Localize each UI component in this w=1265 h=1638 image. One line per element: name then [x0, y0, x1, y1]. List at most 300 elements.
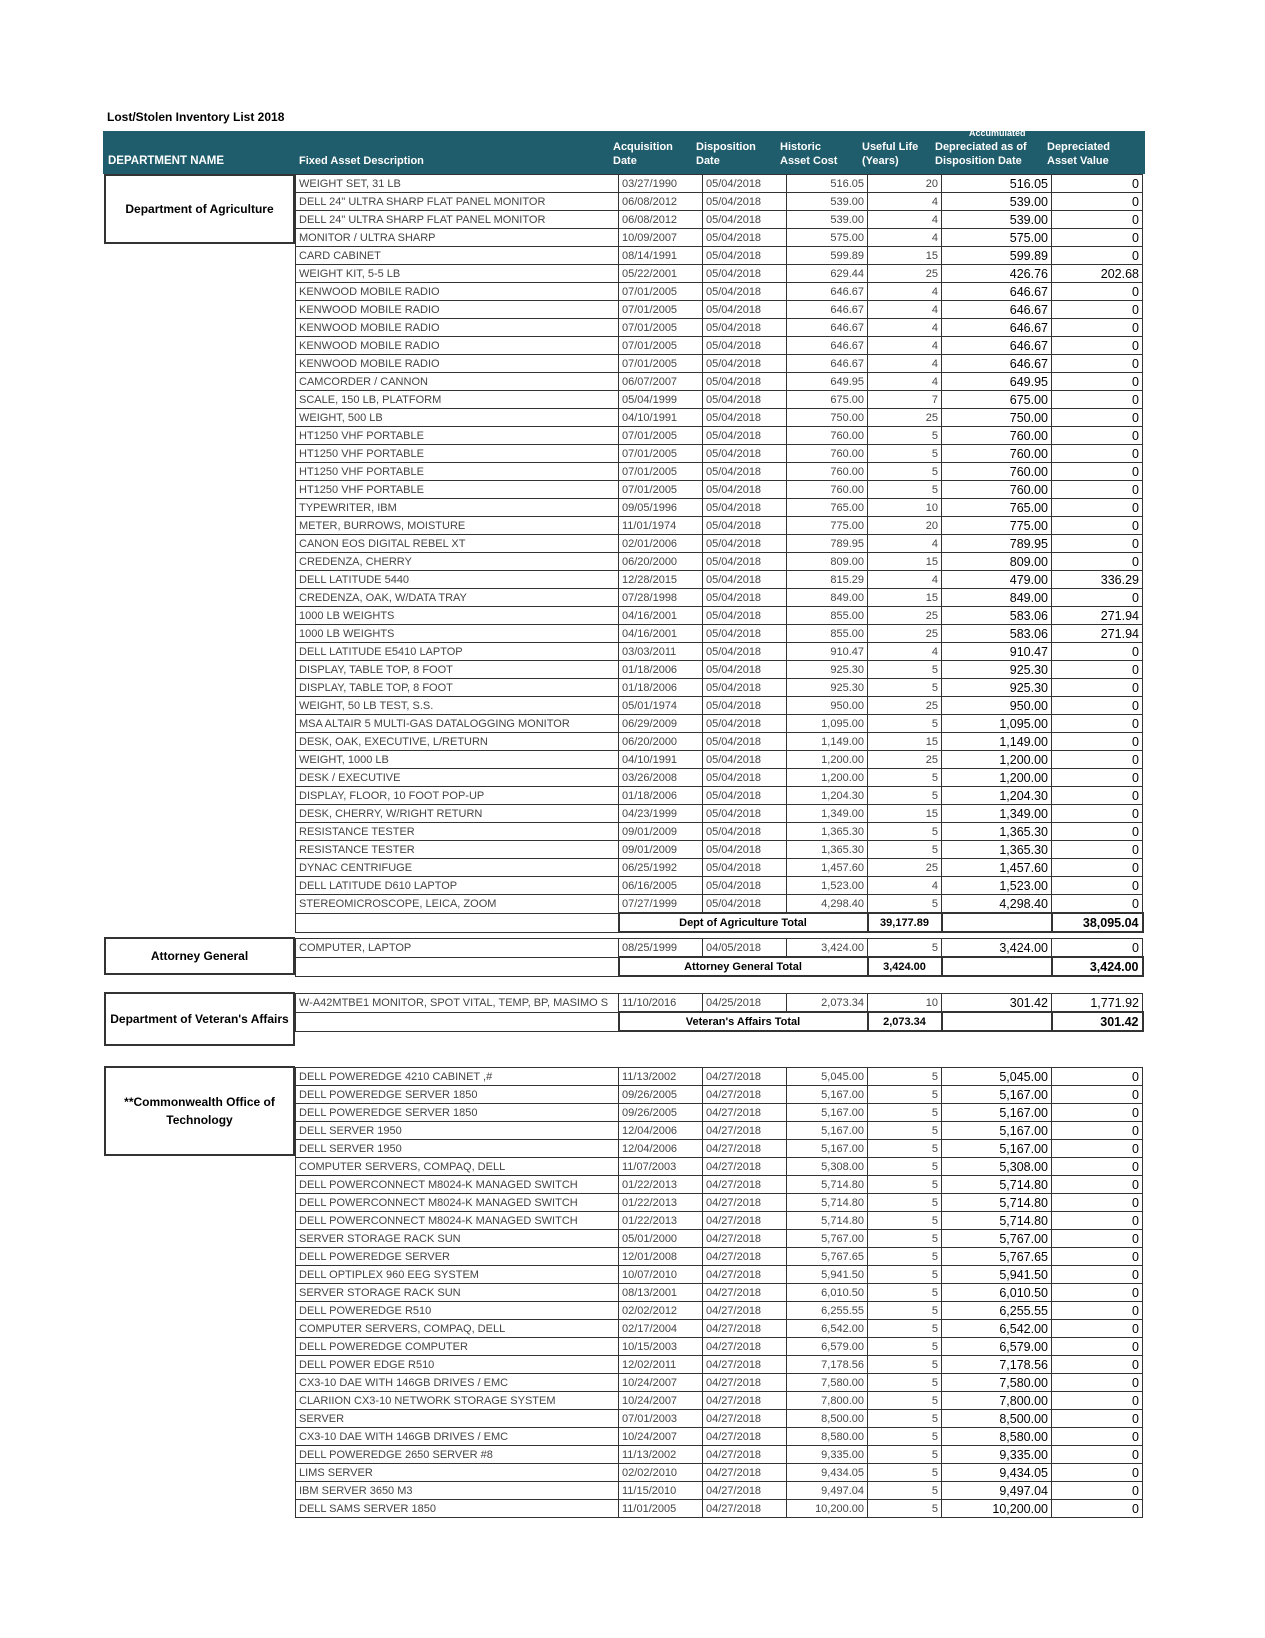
accumulated-depreciation: 8,580.00 [942, 1428, 1052, 1446]
total-accumulated: 301.42 [1052, 1012, 1143, 1031]
accumulated-depreciation: 789.95 [942, 535, 1052, 553]
accumulated-depreciation: 646.67 [942, 283, 1052, 301]
disposition-date: 04/27/2018 [703, 1482, 787, 1500]
historic-cost: 760.00 [787, 427, 868, 445]
depreciated-value: 0 [1052, 1122, 1143, 1140]
accumulated-depreciation: 8,500.00 [942, 1410, 1052, 1428]
asset-description: COMPUTER SERVERS, COMPAQ, DELL [296, 1158, 619, 1176]
table-row [296, 805, 1143, 823]
historic-cost: 5,167.00 [787, 1122, 868, 1140]
useful-life: 5 [868, 1284, 942, 1302]
table-row [296, 265, 1143, 283]
depreciated-value: 0 [1052, 643, 1143, 661]
historic-cost: 5,941.50 [787, 1266, 868, 1284]
useful-life: 4 [868, 229, 942, 247]
accumulated-depreciation: 1,149.00 [942, 733, 1052, 751]
useful-life: 4 [868, 301, 942, 319]
depreciated-value: 0 [1052, 553, 1143, 571]
useful-life: 5 [868, 1266, 942, 1284]
accumulated-depreciation: 950.00 [942, 697, 1052, 715]
depreciated-value: 0 [1052, 679, 1143, 697]
table-row [296, 1086, 1143, 1104]
acquisition-date: 08/25/1999 [619, 939, 703, 958]
asset-description: CX3-10 DAE WITH 146GB DRIVES / EMC [296, 1428, 619, 1446]
acquisition-date: 07/28/1998 [619, 589, 703, 607]
accumulated-depreciation: 750.00 [942, 409, 1052, 427]
depreciated-value: 0 [1052, 1482, 1143, 1500]
depreciated-value: 0 [1052, 517, 1143, 535]
asset-description: RESISTANCE TESTER [296, 823, 619, 841]
acquisition-date: 06/29/2009 [619, 715, 703, 733]
depreciated-value: 0 [1052, 697, 1143, 715]
useful-life: 15 [868, 247, 942, 265]
depreciated-value: 0 [1052, 1068, 1143, 1086]
useful-life: 5 [868, 1392, 942, 1410]
historic-cost: 4,298.40 [787, 895, 868, 914]
historic-cost: 646.67 [787, 337, 868, 355]
header-acq-1: Acquisition [613, 141, 673, 153]
historic-cost: 5,714.80 [787, 1212, 868, 1230]
disposition-date: 04/27/2018 [703, 1122, 787, 1140]
useful-life: 15 [868, 589, 942, 607]
acquisition-date: 08/14/1991 [619, 247, 703, 265]
accumulated-depreciation: 583.06 [942, 607, 1052, 625]
table-row [296, 301, 1143, 319]
depreciated-value: 336.29 [1052, 571, 1143, 589]
table-row [296, 355, 1143, 373]
useful-life: 15 [868, 553, 942, 571]
useful-life: 5 [868, 1068, 942, 1086]
historic-cost: 5,167.00 [787, 1140, 868, 1158]
table-row [296, 1410, 1143, 1428]
useful-life: 5 [868, 1176, 942, 1194]
asset-description: CANON EOS DIGITAL REBEL XT [296, 535, 619, 553]
acquisition-date: 11/10/2016 [619, 994, 703, 1013]
asset-description: DELL POWEREDGE R510 [296, 1302, 619, 1320]
disposition-date: 05/04/2018 [703, 427, 787, 445]
useful-life: 25 [868, 607, 942, 625]
useful-life: 25 [868, 409, 942, 427]
acquisition-date: 01/18/2006 [619, 661, 703, 679]
historic-cost: 849.00 [787, 589, 868, 607]
disposition-date: 05/04/2018 [703, 877, 787, 895]
table-row [296, 769, 1143, 787]
accumulated-depreciation: 5,167.00 [942, 1140, 1052, 1158]
dept-name-box: Department of Veteran's Affairs [104, 992, 295, 1046]
asset-description: DELL LATITUDE E5410 LAPTOP [296, 643, 619, 661]
asset-description: DELL OPTIPLEX 960 EEG SYSTEM [296, 1266, 619, 1284]
disposition-date: 04/27/2018 [703, 1356, 787, 1374]
disposition-date: 04/27/2018 [703, 1194, 787, 1212]
acquisition-date: 04/10/1991 [619, 751, 703, 769]
asset-description: DELL POWEREDGE SERVER [296, 1248, 619, 1266]
acquisition-date: 11/13/2002 [619, 1446, 703, 1464]
disposition-date: 05/04/2018 [703, 463, 787, 481]
asset-description: W-A42MTBE1 MONITOR, SPOT VITAL, TEMP, BP, MASIMO S [296, 994, 619, 1013]
useful-life: 5 [868, 1212, 942, 1230]
asset-description: DELL SERVER 1950 [296, 1122, 619, 1140]
asset-description: CARD CABINET [296, 247, 619, 265]
depreciated-value: 0 [1052, 193, 1143, 211]
asset-description: STEREOMICROSCOPE, LEICA, ZOOM [296, 895, 619, 914]
historic-cost: 8,500.00 [787, 1410, 868, 1428]
historic-cost: 7,800.00 [787, 1392, 868, 1410]
disposition-date: 04/27/2018 [703, 1374, 787, 1392]
table-row [296, 517, 1143, 535]
header-disp-1: Disposition [696, 141, 756, 153]
asset-description: IBM SERVER 3650 M3 [296, 1482, 619, 1500]
accumulated-depreciation: 925.30 [942, 661, 1052, 679]
disposition-date: 05/04/2018 [703, 589, 787, 607]
table-row [296, 1446, 1143, 1464]
header-accum-1: Depreciated as of [935, 141, 1027, 153]
acquisition-date: 12/04/2006 [619, 1122, 703, 1140]
asset-description: 1000 LB WEIGHTS [296, 625, 619, 643]
historic-cost: 646.67 [787, 301, 868, 319]
useful-life: 5 [868, 1086, 942, 1104]
asset-description: HT1250 VHF PORTABLE [296, 463, 619, 481]
useful-life: 5 [868, 1374, 942, 1392]
asset-description: HT1250 VHF PORTABLE [296, 481, 619, 499]
disposition-date: 04/27/2018 [703, 1464, 787, 1482]
asset-description: DELL POWERCONNECT M8024-K MANAGED SWITCH [296, 1194, 619, 1212]
asset-description: DYNAC CENTRIFUGE [296, 859, 619, 877]
acquisition-date: 10/24/2007 [619, 1428, 703, 1446]
useful-life: 5 [868, 427, 942, 445]
acquisition-date: 03/03/2011 [619, 643, 703, 661]
asset-description: DELL POWEREDGE COMPUTER [296, 1338, 619, 1356]
useful-life: 5 [868, 1158, 942, 1176]
disposition-date: 04/27/2018 [703, 1230, 787, 1248]
useful-life: 5 [868, 1104, 942, 1122]
disposition-date: 05/04/2018 [703, 535, 787, 553]
depreciated-value: 271.94 [1052, 607, 1143, 625]
table-row [296, 1374, 1143, 1392]
table-row [296, 1140, 1143, 1158]
useful-life: 5 [868, 1446, 942, 1464]
asset-description: DELL LATITUDE D610 LAPTOP [296, 877, 619, 895]
historic-cost: 1,365.30 [787, 823, 868, 841]
asset-description: KENWOOD MOBILE RADIO [296, 301, 619, 319]
accumulated-depreciation: 6,542.00 [942, 1320, 1052, 1338]
useful-life: 5 [868, 841, 942, 859]
useful-life: 4 [868, 877, 942, 895]
acquisition-date: 06/25/1992 [619, 859, 703, 877]
asset-description: WEIGHT, 50 LB TEST, S.S. [296, 697, 619, 715]
historic-cost: 5,167.00 [787, 1086, 868, 1104]
accumulated-depreciation: 599.89 [942, 247, 1052, 265]
acquisition-date: 07/01/2005 [619, 427, 703, 445]
header-hist-2: Asset Cost [780, 155, 838, 167]
depreciated-value: 0 [1052, 481, 1143, 499]
total-label: Dept of Agriculture Total [619, 913, 868, 932]
disposition-date: 05/04/2018 [703, 805, 787, 823]
historic-cost: 855.00 [787, 607, 868, 625]
disposition-date: 04/27/2018 [703, 1320, 787, 1338]
disposition-date: 05/04/2018 [703, 229, 787, 247]
useful-life: 5 [868, 787, 942, 805]
depreciated-value: 0 [1052, 1302, 1143, 1320]
historic-cost: 1,200.00 [787, 769, 868, 787]
acquisition-date: 05/04/1999 [619, 391, 703, 409]
disposition-date: 05/04/2018 [703, 769, 787, 787]
total-blank [296, 957, 619, 976]
acquisition-date: 01/22/2013 [619, 1212, 703, 1230]
asset-description: WEIGHT KIT, 5-5 LB [296, 265, 619, 283]
dept-name-box: Department of Agriculture [104, 174, 295, 244]
acquisition-date: 03/27/1990 [619, 175, 703, 193]
accumulated-depreciation: 4,298.40 [942, 895, 1052, 914]
total-accumulated: 38,095.04 [1052, 913, 1143, 932]
disposition-date: 05/04/2018 [703, 733, 787, 751]
depreciated-value: 0 [1052, 1356, 1143, 1374]
useful-life: 5 [868, 1248, 942, 1266]
accumulated-depreciation: 6,255.55 [942, 1302, 1052, 1320]
depreciated-value: 0 [1052, 1284, 1143, 1302]
historic-cost: 9,335.00 [787, 1446, 868, 1464]
acquisition-date: 09/26/2005 [619, 1104, 703, 1122]
table-row [296, 1392, 1143, 1410]
asset-description: CAMCORDER / CANNON [296, 373, 619, 391]
asset-description: WEIGHT, 1000 LB [296, 751, 619, 769]
acquisition-date: 02/02/2010 [619, 1464, 703, 1482]
useful-life: 4 [868, 319, 942, 337]
asset-description: DELL 24" ULTRA SHARP FLAT PANEL MONITOR [296, 193, 619, 211]
useful-life: 15 [868, 805, 942, 823]
disposition-date: 05/04/2018 [703, 319, 787, 337]
depreciated-value: 0 [1052, 733, 1143, 751]
useful-life: 5 [868, 1194, 942, 1212]
acquisition-date: 06/07/2007 [619, 373, 703, 391]
total-historic-cost: 3,424.00 [868, 957, 942, 976]
accumulated-depreciation: 1,365.30 [942, 841, 1052, 859]
acquisition-date: 09/01/2009 [619, 841, 703, 859]
useful-life: 25 [868, 697, 942, 715]
accumulated-depreciation: 7,800.00 [942, 1392, 1052, 1410]
depreciated-value: 0 [1052, 319, 1143, 337]
acquisition-date: 07/01/2005 [619, 283, 703, 301]
accumulated-depreciation: 7,178.56 [942, 1356, 1052, 1374]
useful-life: 15 [868, 733, 942, 751]
useful-life: 4 [868, 571, 942, 589]
useful-life: 5 [868, 1338, 942, 1356]
historic-cost: 1,349.00 [787, 805, 868, 823]
accumulated-depreciation: 1,523.00 [942, 877, 1052, 895]
asset-description: DISPLAY, TABLE TOP, 8 FOOT [296, 661, 619, 679]
accumulated-depreciation: 675.00 [942, 391, 1052, 409]
asset-description: DESK, CHERRY, W/RIGHT RETURN [296, 805, 619, 823]
table-row [296, 463, 1143, 481]
useful-life: 20 [868, 517, 942, 535]
table-row [296, 877, 1143, 895]
disposition-date: 05/04/2018 [703, 643, 787, 661]
disposition-date: 05/04/2018 [703, 445, 787, 463]
useful-life: 5 [868, 1356, 942, 1374]
acquisition-date: 01/22/2013 [619, 1194, 703, 1212]
historic-cost: 760.00 [787, 481, 868, 499]
acquisition-date: 09/05/1996 [619, 499, 703, 517]
asset-description: DELL POWEREDGE 4210 CABINET ,# [296, 1068, 619, 1086]
acquisition-date: 10/07/2010 [619, 1266, 703, 1284]
disposition-date: 05/04/2018 [703, 373, 787, 391]
accumulated-depreciation: 5,941.50 [942, 1266, 1052, 1284]
accumulated-depreciation: 760.00 [942, 445, 1052, 463]
acquisition-date: 12/01/2008 [619, 1248, 703, 1266]
asset-description: CREDENZA, OAK, W/DATA TRAY [296, 589, 619, 607]
table-row [296, 787, 1143, 805]
depreciated-value: 0 [1052, 445, 1143, 463]
accumulated-depreciation: 5,767.00 [942, 1230, 1052, 1248]
depreciated-value: 0 [1052, 895, 1143, 914]
useful-life: 10 [868, 499, 942, 517]
disposition-date: 04/05/2018 [703, 939, 787, 958]
accumulated-depreciation: 649.95 [942, 373, 1052, 391]
table-row [296, 1320, 1143, 1338]
depreciated-value: 0 [1052, 283, 1143, 301]
accumulated-depreciation: 9,497.04 [942, 1482, 1052, 1500]
accumulated-depreciation: 765.00 [942, 499, 1052, 517]
useful-life: 5 [868, 939, 942, 958]
accumulated-depreciation: 646.67 [942, 337, 1052, 355]
acquisition-date: 09/26/2005 [619, 1086, 703, 1104]
table-row [296, 661, 1143, 679]
disposition-date: 05/04/2018 [703, 391, 787, 409]
header-hist-1: Historic [780, 141, 821, 153]
table-row [296, 679, 1143, 697]
historic-cost: 925.30 [787, 679, 868, 697]
table-row [296, 715, 1143, 733]
historic-cost: 539.00 [787, 211, 868, 229]
depreciated-value: 0 [1052, 463, 1143, 481]
accumulated-depreciation: 7,580.00 [942, 1374, 1052, 1392]
historic-cost: 5,714.80 [787, 1176, 868, 1194]
useful-life: 4 [868, 193, 942, 211]
accumulated-depreciation: 1,457.60 [942, 859, 1052, 877]
depreciated-value: 271.94 [1052, 625, 1143, 643]
asset-description: KENWOOD MOBILE RADIO [296, 319, 619, 337]
useful-life: 4 [868, 355, 942, 373]
depreciated-value: 1,771.92 [1052, 994, 1143, 1013]
historic-cost: 675.00 [787, 391, 868, 409]
acquisition-date: 07/01/2005 [619, 337, 703, 355]
acquisition-date: 06/08/2012 [619, 211, 703, 229]
acquisition-date: 11/07/2003 [619, 1158, 703, 1176]
depreciated-value: 0 [1052, 1320, 1143, 1338]
useful-life: 5 [868, 1140, 942, 1158]
table-row [296, 1248, 1143, 1266]
total-label: Attorney General Total [619, 957, 868, 976]
disposition-date: 05/04/2018 [703, 625, 787, 643]
depreciated-value: 0 [1052, 787, 1143, 805]
table-row [296, 229, 1143, 247]
table-row [296, 409, 1143, 427]
total-blank [296, 1012, 619, 1031]
table-row [296, 535, 1143, 553]
disposition-date: 05/04/2018 [703, 355, 787, 373]
table-row [296, 175, 1143, 193]
historic-cost: 7,178.56 [787, 1356, 868, 1374]
disposition-date: 04/27/2018 [703, 1446, 787, 1464]
table-row [296, 1194, 1143, 1212]
dept-name-box: **Commonwealth Office of Technology [104, 1066, 295, 1156]
accumulated-depreciation: 1,200.00 [942, 751, 1052, 769]
disposition-date: 04/27/2018 [703, 1086, 787, 1104]
depreciated-value: 0 [1052, 877, 1143, 895]
historic-cost: 1,365.30 [787, 841, 868, 859]
total-row [296, 913, 1143, 932]
historic-cost: 765.00 [787, 499, 868, 517]
asset-description: CX3-10 DAE WITH 146GB DRIVES / EMC [296, 1374, 619, 1392]
asset-description: DELL SAMS SERVER 1850 [296, 1500, 619, 1518]
table-row [296, 589, 1143, 607]
historic-cost: 646.67 [787, 283, 868, 301]
header-disp-2: Date [696, 155, 720, 167]
acquisition-date: 03/26/2008 [619, 769, 703, 787]
useful-life: 7 [868, 391, 942, 409]
disposition-date: 05/04/2018 [703, 859, 787, 877]
disposition-date: 05/04/2018 [703, 499, 787, 517]
asset-table [295, 938, 1144, 977]
useful-life: 4 [868, 337, 942, 355]
table-row [296, 1266, 1143, 1284]
disposition-date: 05/04/2018 [703, 517, 787, 535]
accumulated-depreciation: 1,204.30 [942, 787, 1052, 805]
accumulated-depreciation: 575.00 [942, 229, 1052, 247]
table-row [296, 211, 1143, 229]
table-row [296, 939, 1143, 958]
depreciated-value: 0 [1052, 409, 1143, 427]
accumulated-depreciation: 5,714.80 [942, 1194, 1052, 1212]
table-row [296, 391, 1143, 409]
disposition-date: 05/04/2018 [703, 679, 787, 697]
header-acq-2: Date [613, 155, 637, 167]
accumulated-depreciation: 5,045.00 [942, 1068, 1052, 1086]
accumulated-depreciation: 3,424.00 [942, 939, 1052, 958]
useful-life: 5 [868, 1122, 942, 1140]
table-row [296, 1302, 1143, 1320]
historic-cost: 775.00 [787, 517, 868, 535]
useful-life: 5 [868, 1464, 942, 1482]
asset-description: DELL POWEREDGE SERVER 1850 [296, 1104, 619, 1122]
useful-life: 5 [868, 769, 942, 787]
depreciated-value: 0 [1052, 1392, 1143, 1410]
depreciated-value: 0 [1052, 1086, 1143, 1104]
total-blank [296, 913, 619, 932]
acquisition-date: 07/27/1999 [619, 895, 703, 914]
accumulated-depreciation: 1,095.00 [942, 715, 1052, 733]
table-row [296, 895, 1143, 914]
total-row [296, 957, 1143, 976]
depreciated-value: 0 [1052, 1212, 1143, 1230]
historic-cost: 925.30 [787, 661, 868, 679]
depreciated-value: 0 [1052, 859, 1143, 877]
depreciated-value: 0 [1052, 175, 1143, 193]
total-accumulated: 3,424.00 [1052, 957, 1143, 976]
useful-life: 4 [868, 211, 942, 229]
disposition-date: 05/04/2018 [703, 175, 787, 193]
accumulated-depreciation: 5,167.00 [942, 1122, 1052, 1140]
accumulated-depreciation: 9,434.05 [942, 1464, 1052, 1482]
acquisition-date: 07/01/2005 [619, 319, 703, 337]
asset-description: DELL POWERCONNECT M8024-K MANAGED SWITCH [296, 1212, 619, 1230]
useful-life: 25 [868, 265, 942, 283]
acquisition-date: 02/01/2006 [619, 535, 703, 553]
acquisition-date: 05/01/2000 [619, 1230, 703, 1248]
acquisition-date: 11/01/2005 [619, 1500, 703, 1518]
accumulated-depreciation: 583.06 [942, 625, 1052, 643]
useful-life: 5 [868, 481, 942, 499]
useful-life: 5 [868, 1230, 942, 1248]
